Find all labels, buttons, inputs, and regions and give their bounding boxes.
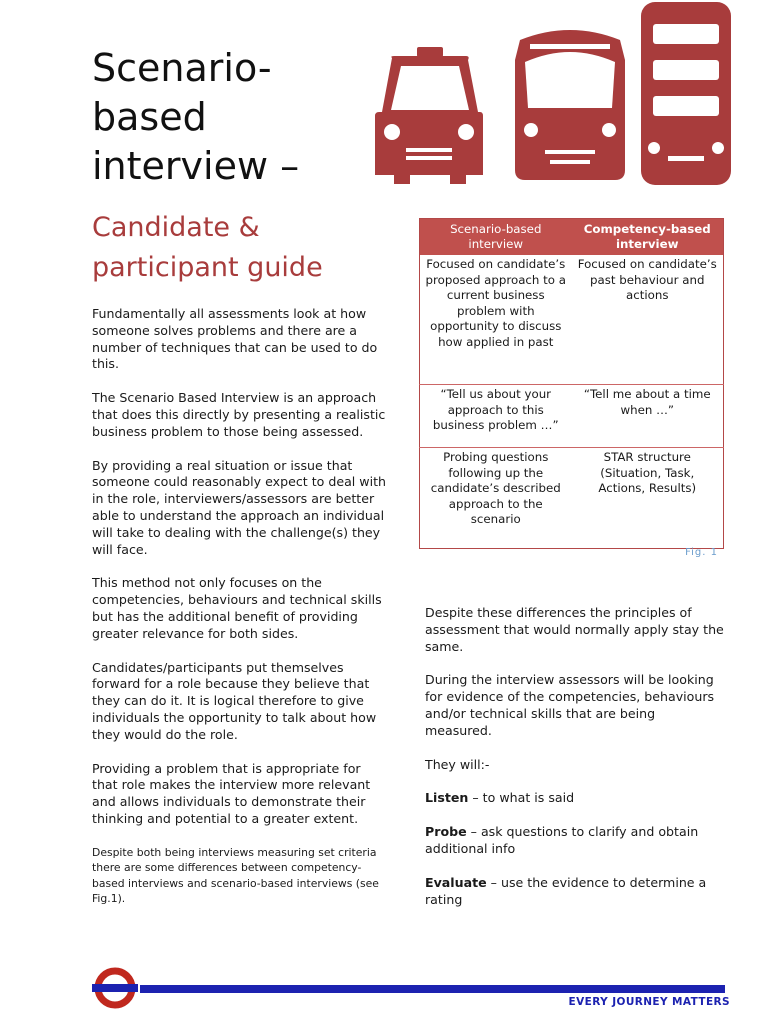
- action-term: Evaluate: [425, 874, 487, 890]
- table-row: [420, 385, 724, 448]
- vehicle-illustrations: [370, 0, 740, 190]
- page-title: Scenario-based interview –: [92, 46, 300, 188]
- comparison-note: Despite both being interviews measuring set criteria there are some differences between competency-based interviews and scenario-based interviews (see Fig.1).: [92, 845, 379, 906]
- comparison-table: [419, 218, 724, 549]
- train-icon: [515, 30, 625, 180]
- footer-rule: [140, 985, 725, 993]
- table-header-scenario: Scenario-based interview: [420, 219, 572, 256]
- action-description: – to what is said: [468, 790, 575, 806]
- action-item-probe: [425, 824, 725, 858]
- footer-tagline: EVERY JOURNEY MATTERS: [568, 996, 730, 1008]
- taxi-icon: [375, 47, 483, 184]
- body-paragraph: During the interview assessors will be looking for evidence of the competencies, behaviours and/or technical skills that are being measured.: [425, 672, 715, 738]
- body-paragraph: They will:-: [425, 756, 490, 772]
- roundel-logo: [92, 966, 138, 1010]
- action-item-evaluate: [425, 875, 725, 909]
- assessment-column: [425, 605, 725, 925]
- action-item-listen: [425, 790, 725, 807]
- intro-paragraph: Fundamentally all assessments look at how someone solves problems and there are a number of techniques that can be used to do this.: [92, 306, 378, 372]
- figure-caption: Fig. 1: [685, 547, 718, 558]
- action-description: – ask questions to clarify and obtain additional info: [425, 824, 699, 856]
- table-cell: “Tell me about a time when …”: [572, 385, 724, 448]
- table-cell: Focused on candidate’s past behaviour and actions: [577, 257, 717, 302]
- intro-paragraph: Providing a problem that is appropriate for that role makes the interview more relevant and allows individuals to demonstrate their thinking and potential to a greater extent.: [92, 760, 371, 826]
- body-paragraph: Despite these differences the principles of assessment that would normally apply stay the same.: [425, 605, 724, 654]
- intro-paragraph: By providing a real situation or issue that someone could reasonably expect to deal with in the role, interviewers/assessors are better able to understand the approach an individual will take to dealing with the challenge(s) they will face.: [92, 457, 387, 557]
- intro-paragraph: This method not only focuses on the competencies, behaviours and technical skills but has the additional benefit of providing greater relevance for both sides.: [92, 575, 382, 641]
- table-header-competency: Competency-based interview: [572, 219, 724, 256]
- intro-paragraph: Candidates/participants put themselves forward for a role because they believe that they can do it. It is logical therefore to give individuals the opportunity to talk about how they would do the role.: [92, 659, 377, 742]
- action-description: – use the evidence to determine a rating: [425, 874, 707, 907]
- table-cell: “Tell us about your approach to this business problem …”: [420, 385, 572, 448]
- table-cell: Focused on candidate’s proposed approach to a current business problem with opportunity to discuss how applied in past: [425, 257, 566, 349]
- table-cell: STAR structure (Situation, Task, Actions, Results): [572, 448, 724, 549]
- intro-paragraph: The Scenario Based Interview is an approach that does this directly by presenting a realistic business problem to those being assessed.: [92, 390, 386, 439]
- table-row: [420, 448, 724, 549]
- action-term: Probe: [425, 824, 467, 840]
- table-row: [420, 255, 724, 385]
- page-subtitle: Candidate & participant guide: [92, 212, 323, 283]
- table-cell: Probing questions following up the candidate’s described approach to the scenario: [420, 448, 572, 549]
- intro-column: [92, 306, 387, 924]
- bus-icon: [641, 2, 731, 185]
- action-term: Listen: [425, 790, 469, 806]
